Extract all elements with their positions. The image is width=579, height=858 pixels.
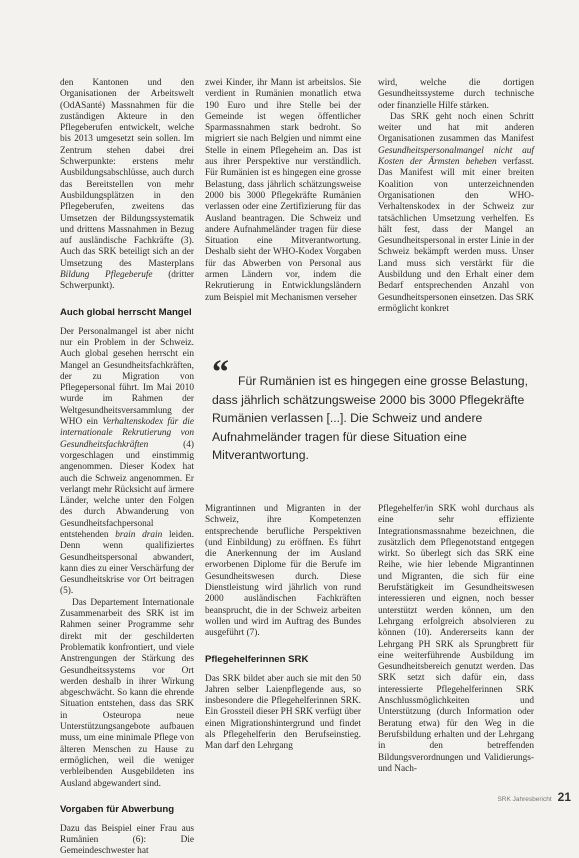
text-column-2: [205, 78, 361, 304]
paragraph: Migrantinnen und Migranten in der Schweiz, ihre Kompetenzen entsprechende berufliche Perspektiven (und Einbildung) zu eröffnen. Es führt die Anerkennung der im Ausland erworbenen Diplome für die Berufe im Gesundheitswesen durch. Diese Dienstleistung wird jährlich von rund 2000 ausländischen Fachkräften beansprucht, die in der Schweiz arbeiten wollen und wird im Auftrag des Bundes ausgeführt (7).: [205, 504, 361, 639]
text-run: Das SRK geht noch einen Schritt weiter und hat mit anderen Organisationen zusammen das Manifest: [378, 111, 534, 145]
paragraph: [60, 327, 194, 598]
emphasis-text: Gesundheitspersonalmangel nicht auf Kosten der Ärmsten beheben: [378, 145, 534, 168]
paragraph: wird, welche die dortigen Gesundheitssysteme durch technische oder finanzielle Hilfe stärken.: [378, 78, 534, 111]
text-run: (dritter Schwerpunkt).: [60, 270, 194, 292]
text-column-3-lower: [378, 504, 534, 790]
paragraph: Das SRK bildet aber auch sie mit den 50 Jahren selber Laienpflegende aus, so insbesondere die Pflegehelferinnen SRK. Ein Grossteil dieser PH SRK verfügt über einen Migrationshintergrund und findet als Pflegehelferin den Berufseinstieg. Man darf den Lehrgang: [205, 673, 361, 752]
pull-quote: [212, 354, 544, 492]
pull-quote-text: Für Rumänien ist es hingegen eine grosse Belastung, dass jährlich schätzungsweise 2000 bis 3000 Pflegekräfte Rumänien verlassen [...]. Die Schweiz und andere Aufnahmeländer tragen für diese Situation eine Mitverantwortung.: [212, 374, 528, 463]
text-column-1: [60, 78, 195, 857]
paragraph: zwei Kinder, ihr Mann ist arbeitslos. Sie verdient in Rumänien monatlich etwa 190 Euro und ihre Stelle bei der Gemeinde ist wegen öffentlicher Sparmassnahmen stark bedroht. So migriert sie nach Belgien und nimmt eine Stelle in einem Pflegeheim an. Das ist aus ihrer Perspektive nur verständlich. Für Rumänien ist es hingegen eine grosse Belastung, dass jährlich schätzungsweise 2000 bis 3000 Pflegekräfte Rumänien verlassen oder eine Zertifizierung für das Ausland beantragen. Die Schweiz und andere Aufnahmeländer tragen für diese Situation eine Mitverantwortung. Deshalb sieht der WHO-Kodex Vorgaben für das Abwerben von Personal aus armen Ländern vor, indem die Rekrutierung in Entwicklungsländern zum Beispiel mit Mechanismen verseher: [205, 78, 361, 303]
text-run: leiden. Denn wenn qualifiziertes Gesundheitspersonal abwandert, kann dies zu einer Verschärfung der Gesundheitskrise vor Ort beitragen (5).: [60, 529, 194, 597]
paragraph: Pflegehelfer/in SRK wohl durchaus als eine sehr effiziente Integrationsmassnahme bezeichnen, die zusätzlich dem Pflegenotstand entgegen wirkt. So überlegt sich das SRK eine Reihe, wie hier lebende Migrantinnen und Migranten, die sich für eine Berufstätigkeit im Gesundheitswesen interessieren und eignen, noch besser unterstützt werden können, um den Lehrgang erfolgreich absolvieren zu können (10). Andererseits kann der Lehrgang PH SRK als Sprungbrett für eine weiterführende Ausbildung im Gesundheitsbereich genutzt werden. Das SRK setzt sich dafür ein, dass interessierte Pflegehelferinnen SRK Anschlussmöglichkeiten und Unterstützung (durch Information oder Beratung etwa) für den Weg in die Berufsbildung erhalten und der Lehrgang in den betreffenden Bildungsverordnungen und Validierungs- und Nach-: [378, 504, 534, 774]
section-heading: Vorgaben für Abwerbung: [60, 803, 175, 815]
paragraph: [60, 78, 194, 293]
section-heading: Auch global herrscht Mangel: [60, 306, 192, 318]
section-heading: Pflegehelferinnen SRK: [205, 653, 309, 665]
text-column-3: [378, 78, 534, 314]
text-column-2-lower: [205, 504, 361, 790]
text-run: den Kantonen und den Organisationen der Arbeitswelt (OdASanté) Massnahmen für die zuständigen Akteure in den Pflegeberufen entwickelt, welche bis 2013 umgesetzt sein sollen. Im Zentrum stehen dabei drei Schwerpunkte: erstens mehr Ausbildungsabschlüsse, auch durch das Bereitstellen von mehr Ausbildungsplätzen in den Pflegeberufen, zweitens das Umsetzen der Bildungssystematik und drittens Massnahmen in Bezug auf ausländische Fachkräfte (3). Auch das SRK beteiligt sich an der Umsetzung des Masterplans: [60, 78, 194, 269]
page-footer: [497, 790, 571, 804]
emphasis-text: Bildung Pflegeberufe: [60, 270, 153, 281]
page-number: 21: [557, 790, 571, 804]
paragraph: Das Departement Internationale Zusammenarbeit des SRK ist im Rahmen seiner Programme sehr direkt mit der geschilderten Problematik konfrontiert, und viele Anstrengungen der Stärkung des Gesundheitssystems vor Ort werden deshalb in ihrer Wirkung abgeschwächt. So kann die ehrende Situation entstehen, dass das SRK in Osteuropa neue Unterstützungsangebote aufbauen muss, um eine minimale Pflege von älteren Menschen zu Hause zu ermöglichen, weil die weniger verbleibenden Ausgebildeten ins Ausland abgewandert sind.: [60, 597, 194, 789]
text-run: (4) vorgeschlagen und einstimmig angenommen. Dieser Kodex hat auch die Schweiz angenommen. Er verlangt mehr Rücksicht auf ärmere Länder, welche unter den Folgen des durch Abwanderung von Gesundheitsfachpersonal entstehenden: [60, 439, 194, 540]
emphasis-text: Verhaltenskodex für die internationale Rekrutierung von Gesundheitsfachkräften: [60, 417, 195, 450]
text-run: verfasst. Das Manifest will mit einer breiten Koalition von unterzeichnenden Organisationen den WHO-Verhaltenskodex in der Schweiz zur tatsächlichen Umsetzung verhelfen. Es hält fest, dass der Mangel an Gesundheitspersonal in erster Linie in der Schweiz bekämpft werden muss. Unser Land muss sich verstärkt für die Ausbildung und den Erhalt einer dem Bedarf entsprechenden Anzahl von Gesundheitspersonen einsetzen. Das SRK ermöglicht konkret: [378, 157, 534, 314]
paragraph: Dazu das Beispiel einer Frau aus Rumänien (6): Die Gemeindeschwester hat: [60, 823, 194, 857]
paragraph: [378, 112, 534, 315]
quote-mark-icon: “: [212, 354, 229, 391]
footer-source: SRK Jahresbericht: [497, 796, 552, 803]
text-run: Der Personalmangel ist aber nicht nur ein Problem in der Schweiz. Auch global gesehen herrscht ein Mangel an Gesundheitsfachkräften, der zu Migration von Pflegepersonal führt. Im Mai 2010 wurde im Rahmen der Weltgesundheitsversammlung der WHO ein: [60, 326, 194, 428]
emphasis-text: brain drain: [115, 529, 163, 540]
